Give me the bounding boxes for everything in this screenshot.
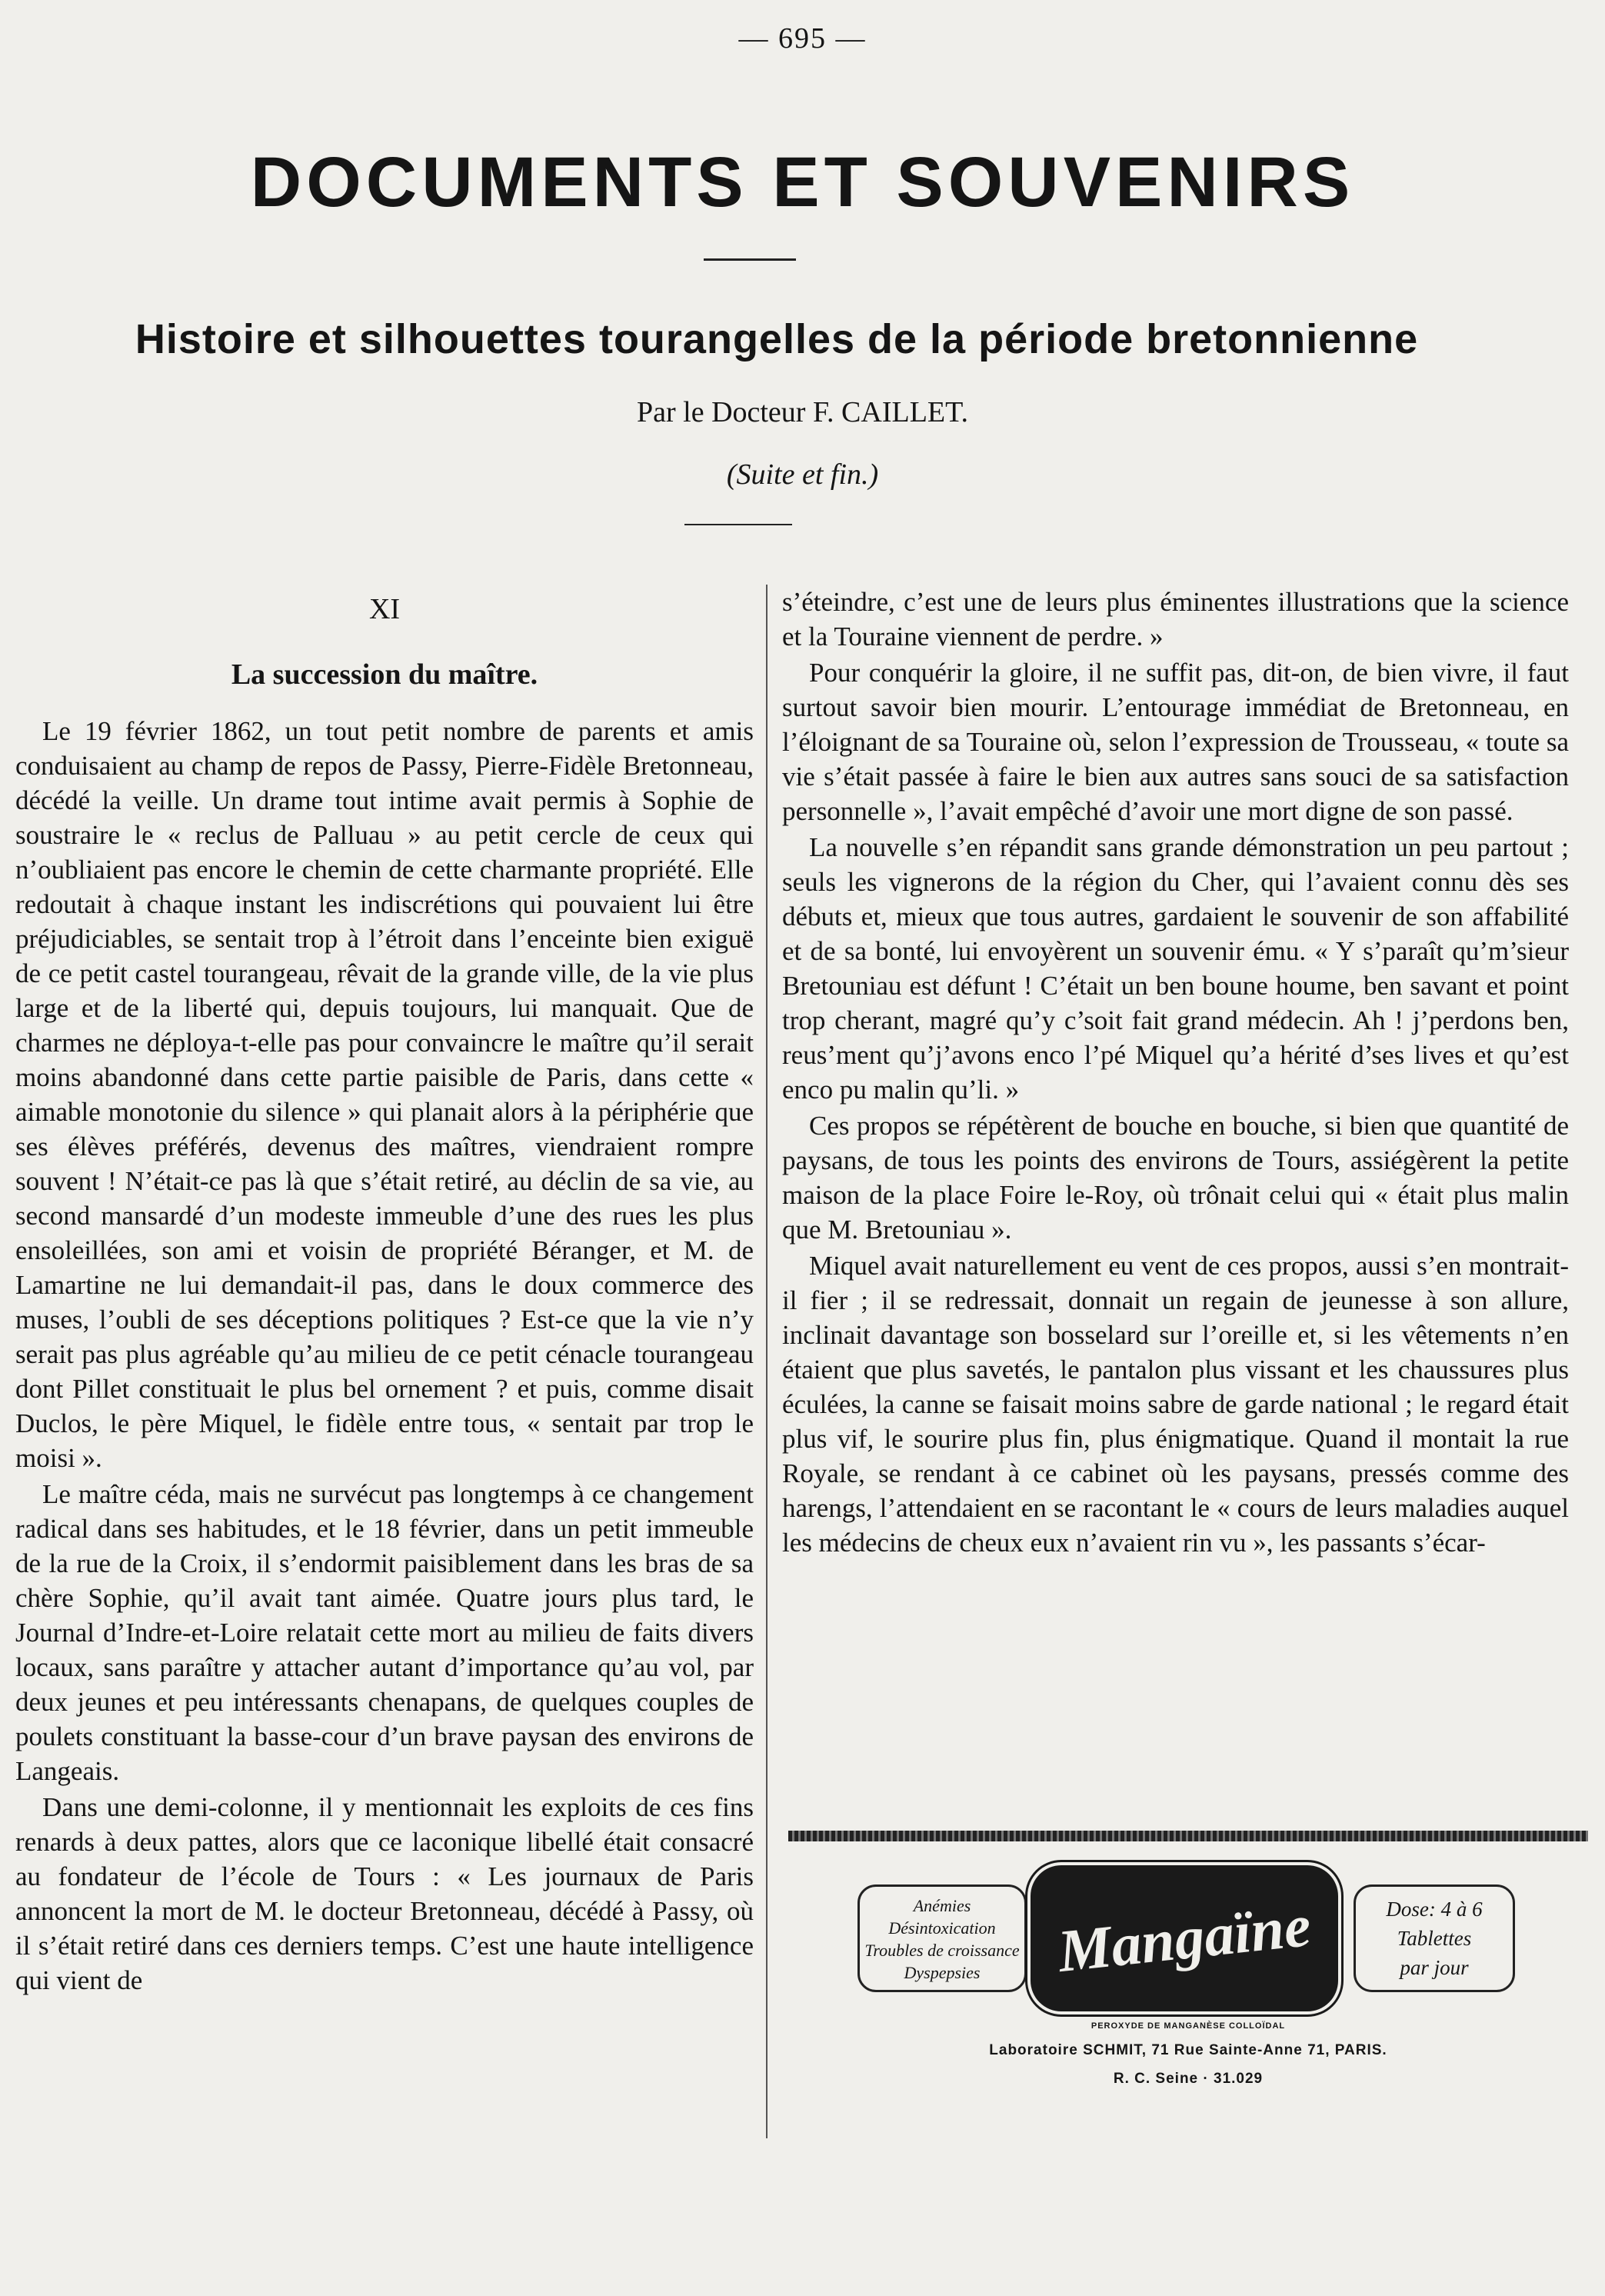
byline-divider — [684, 524, 792, 525]
ad-dosage-line: Tablettes — [1397, 1927, 1472, 1950]
ad-indication: Désintoxication — [888, 1918, 996, 1938]
ad-dosage-box — [1354, 1884, 1515, 1992]
ad-brand: Mangaïne — [1054, 1891, 1314, 1984]
chapter-title: La succession du maître. — [231, 658, 538, 691]
ad-indication: Troubles de croissance — [864, 1941, 1020, 1960]
ad-brand-plate — [1031, 1865, 1338, 2011]
paragraph: Le maître céda, mais ne survécut pas longtemps à ce changement radical dans ses habitudes, et le 18 février, dans un petit immeuble de la rue de la Croix, il s’endormit paisiblement dans les bras de sa chère Sophie, qu’il avait tant aimée. Quatre jours plus tard, le Journal d’Indre-et-Loire relatait cette mort au milieu de faits divers locaux, sans paraître y attacher autant d’importance qu’au vol, par deux jeunes et peu intéressants chenapans, de quelques couples de poulets constituant la basse-cour d’un brave paysan des environs de Langeais. — [15, 1479, 754, 1786]
ad-dosage-line: Dose: 4 à 6 — [1386, 1898, 1483, 1921]
ad-border — [788, 1831, 1588, 1841]
ad-registration: R. C. Seine · 31.029 — [1113, 2071, 1264, 2087]
article-title: Histoire et silhouettes tourangelles de la période bretonnienne — [135, 316, 1419, 362]
column-divider — [766, 585, 768, 2138]
ad-small-print: PEROXYDE DE MANGANÈSE COLLOÏDAL — [1091, 2021, 1286, 2031]
paragraph: Pour conquérir la gloire, il ne suffit pas, dit-on, de bien vivre, il faut surtout savoir bien mourir. L’entourage immédiat de Bretonneau, en l’éloignant de sa Touraine où, selon l’expression de Trousseau, « toute sa vie s’était passée à faire le bien aux autres sans souci de sa satisfaction personnelle », l’avait empêché d’avoir une mort digne de son passé. — [782, 658, 1569, 826]
left-column — [15, 592, 754, 1999]
advertisement — [788, 1831, 1588, 2154]
paragraph: Le 19 février 1862, un tout petit nombre de parents et amis conduisaient au champ de repos de Passy, Pierre-Fidèle Bretonneau, décédé la veille. Un drame tout intime avait permis à Sophie de soustraire le « reclus de Palluau » au petit cercle de ceux qui n’oubliaient pas encore le chemin de cette charmante propriété. Elle redoutait à chaque instant les indiscrétions qui pouvaient lui être préjudiciables, se sentait trop à l’étroit dans l’enceinte bien exiguë de ce petit castel tourangeau, rêvait de la grande ville, de la vie plus large et de la liberté qui, depuis toujours, lui manquait. Que de charmes ne déploya-t-elle pas pour convaincre le maître qu’il serait moins abandonné dans cette partie paisible de Paris, dans cette « aimable monotonie du silence » qui planait alors à la périphérie que ses élèves préférés, devenus des maîtres, viendraient rompre souvent ! N’était-ce pas là que s’était retiré, au déclin de sa vie, au second mansardé d’un modeste immeuble d’une des rues les plus ensoleillées, son ami et voisin de propriété Béranger, et M. de Lamartine ne lui demandait-il pas, dans le doux commerce des muses, l’oubli de ses déceptions politiques ? Est-ce que la vie n’y serait pas plus agréable qu’au milieu de ce petit cénacle tourangeau dont Pillet constituait le plus bel ornement ? et puis, comme disait Duclos, le père Miquel, le fidèle entre tous, « sentait par trop le moisi ». — [15, 716, 754, 1473]
paragraph: La nouvelle s’en répandit sans grande démonstration un peu partout ; seuls les vignerons de la région du Cher, qui l’avaient connu dès ses débuts et, mieux que tous autres, gardaient le souvenir de son affabilité et de sa bonté, lui envoyèrent un souvenir ému. « Y s’paraît qu’m’sieur Bretouniau est défunt ! C’était un ben boune houme, ben savant et point trop cherant, magré qu’y c’soit fait grand médecin. Ah ! j’perdons ben, reus’ment qu’j’avons enco l’pé Miquel qu’a hérité d’ses lives et qu’est enco pu malin qu’li. » — [782, 832, 1569, 1105]
section-title: DOCUMENTS ET SOUVENIRS — [250, 143, 1355, 222]
ad-indication: Dyspepsies — [904, 1963, 981, 1982]
page-number: — 695 — — [738, 22, 867, 55]
paragraph: s’éteindre, c’est une de leurs plus éminentes illustrations que la science et la Touraine viennent de perdre. » — [782, 587, 1569, 651]
ad-indication: Anémies — [913, 1896, 971, 1915]
ad-laboratory: Laboratoire SCHMIT, 71 Rue Sainte-Anne 71, PARIS. — [989, 2042, 1387, 2058]
paragraph: Ces propos se répétèrent de bouche en bouche, si bien que quantité de paysans, de tous les points des environs de Tours, assiégèrent la petite maison de la place Foire le-Roy, où trônait celui qui « était plus malin que M. Bretouniau ». — [782, 1111, 1569, 1245]
ad-indications-box — [857, 1884, 1027, 1992]
article-byline: Par le Docteur F. CAILLET. — [636, 396, 969, 428]
title-divider — [704, 258, 796, 261]
article-continuation: (Suite et fin.) — [726, 458, 879, 491]
ad-dosage-line: par jour — [1400, 1956, 1469, 1979]
chapter-number: XI — [368, 593, 401, 625]
paragraph: Miquel avait naturellement eu vent de ces propos, aussi s’en montrait-il fier ; il se redressait, donnait un regain de jeunesse à son allure, inclinait davantage son bosselard sur l’oreille et, si les vêtements n’en étaient que plus savetés, le pantalon plus vissant et les chaussures plus éculées, la canne se faisait moins sabre de garde national ; le regard était plus vif, le sourire plus fin, plus énigmatique. Quand il montait la rue Royale, se rendant à ce cabinet où les paysans, pressés comme des harengs, l’attendaient en se racontant le « cours de leurs maladies auquel les médecins de cheux eux n’avaient rin vu », les passants s’écar- — [782, 1251, 1569, 1558]
paragraph: Dans une demi-colonne, il y mentionnait les exploits de ces fins renards à deux pattes, alors que ce laconique libellé était consacré au fondateur de l’école de Tours : « Les journaux de Paris annoncent la mort de M. le docteur Bretonneau, décédé à Passy, où il s’était retiré dans ces derniers temps. C’est une haute intelligence qui vient de — [15, 1792, 754, 1995]
right-column — [782, 585, 1569, 1561]
